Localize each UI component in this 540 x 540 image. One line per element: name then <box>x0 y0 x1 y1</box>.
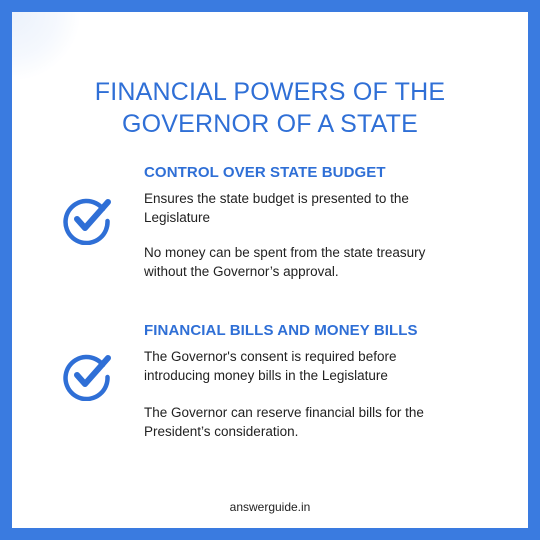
page-title <box>12 76 528 140</box>
section-paragraph-1 <box>144 347 474 385</box>
section-heading: CONTROL OVER STATE BUDGET <box>144 164 386 181</box>
footer-website: answerguide.in <box>229 500 311 514</box>
check-circle-icon <box>62 351 112 401</box>
section-paragraph-2 <box>144 243 474 281</box>
section-heading: FINANCIAL BILLS AND MONEY BILLS <box>144 322 418 339</box>
paragraph-line: President’s consideration. <box>144 424 299 439</box>
paragraph-line: No money can be spent from the state treasury <box>144 245 426 260</box>
title-line-1: FINANCIAL POWERS OF THE <box>94 78 446 106</box>
title-line-2: GOVERNOR OF A STATE <box>122 110 418 138</box>
paragraph-line: Legislature <box>144 210 211 225</box>
infographic-card <box>12 12 528 528</box>
section-paragraph-2 <box>144 403 474 441</box>
paragraph-line: Ensures the state budget is presented to the <box>144 191 409 206</box>
corner-decoration <box>12 12 82 82</box>
section-paragraph-1 <box>144 189 474 227</box>
paragraph-line: The Governor's consent is required before <box>144 349 397 364</box>
paragraph-line: The Governor can reserve financial bills for the <box>144 405 424 420</box>
paragraph-line: without the Governor’s approval. <box>144 264 339 279</box>
check-circle-icon <box>62 195 112 245</box>
paragraph-line: introducing money bills in the Legislature <box>144 368 388 383</box>
